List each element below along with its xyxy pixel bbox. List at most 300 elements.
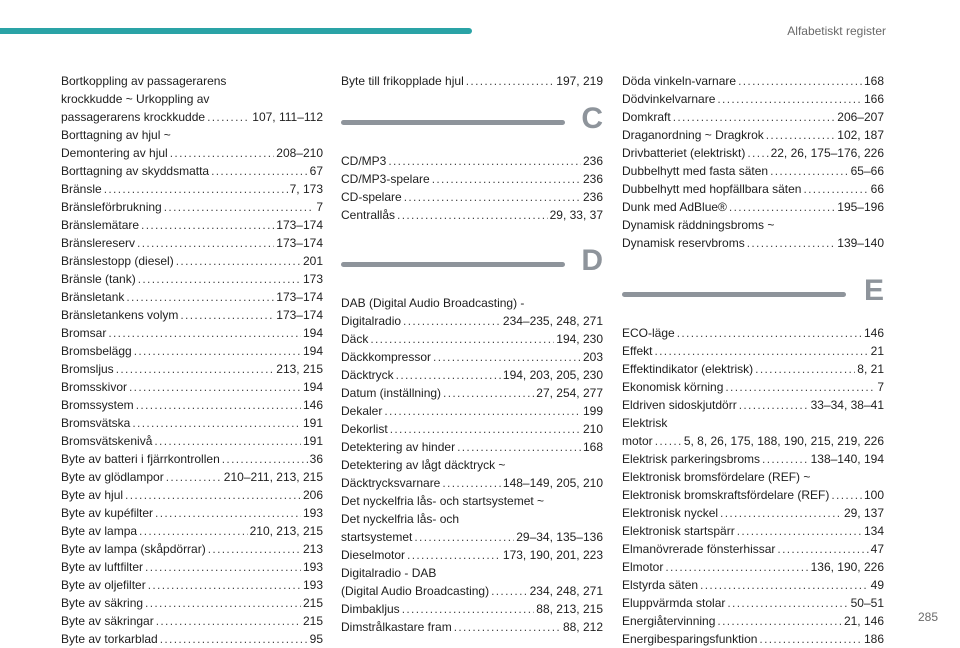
entry-pages: 146 — [302, 398, 323, 412]
index-entry — [341, 366, 603, 384]
index-entry — [61, 252, 323, 270]
index-entry — [622, 126, 884, 144]
entry-term-line: Digitalradio - DAB — [341, 566, 437, 580]
entry-list — [622, 72, 884, 252]
index-entry — [61, 360, 323, 378]
entry-term: Bränslereserv — [61, 236, 136, 250]
entry-line — [341, 420, 603, 438]
entry-term: passagerarens krockkudde — [61, 110, 206, 124]
index-entry — [622, 630, 884, 648]
index-entry — [61, 522, 323, 540]
entry-line — [341, 170, 603, 188]
dot-leader — [145, 558, 301, 576]
entry-line — [341, 330, 603, 348]
entry-pages: 210, 213, 215 — [249, 524, 323, 538]
entry-term: Bränsleförbrukning — [61, 200, 162, 214]
entry-pages: 7, 173 — [289, 182, 323, 196]
entry-line — [622, 540, 884, 558]
dot-leader — [402, 600, 535, 618]
entry-term: Energiåtervinning — [622, 614, 716, 628]
entry-list — [341, 294, 603, 636]
index-entry — [622, 198, 884, 216]
entry-pages: 213, 215 — [276, 362, 323, 376]
index-entry — [61, 594, 323, 612]
dot-leader — [384, 402, 581, 420]
entry-pages: 191 — [302, 416, 323, 430]
dot-leader — [831, 486, 862, 504]
index-entry — [341, 564, 603, 600]
entry-line — [622, 324, 884, 342]
index-entry — [61, 450, 323, 468]
index-entry — [622, 162, 884, 180]
index-entry — [341, 618, 603, 636]
index-entry — [61, 414, 323, 432]
dot-leader — [729, 198, 835, 216]
entry-line — [61, 342, 323, 360]
entry-term: CD/MP3-spelare — [341, 172, 430, 186]
index-entry — [622, 396, 884, 414]
entry-term: Effekt — [622, 344, 653, 358]
entry-pages: 166 — [863, 92, 884, 106]
entry-pages: 29, 33, 37 — [549, 208, 603, 222]
entry-line — [61, 558, 323, 576]
entry-term: Byte av hjul — [61, 488, 124, 502]
entry-term: Ekonomisk körning — [622, 380, 724, 394]
dot-leader — [454, 618, 561, 636]
entry-line — [341, 600, 603, 618]
dot-leader — [148, 576, 301, 594]
entry-pages: 206 — [302, 488, 323, 502]
index-entry — [61, 342, 323, 360]
entry-term: Bromsar — [61, 326, 107, 340]
entry-pages: 7 — [316, 200, 323, 214]
entry-line — [341, 206, 603, 224]
entry-term: Elmotor — [622, 560, 664, 574]
index-entry — [61, 630, 323, 648]
entry-pages: 146 — [863, 326, 884, 340]
entry-pages: 210 — [582, 422, 603, 436]
index-entry — [622, 504, 884, 522]
entry-pages: 65–66 — [850, 164, 884, 178]
entry-pages: 95 — [309, 632, 323, 646]
entry-pages: 191 — [302, 434, 323, 448]
index-entry — [341, 384, 603, 402]
entry-term: Bromsbelägg — [61, 344, 132, 358]
entry-line — [622, 162, 884, 180]
entry-term: Byte av oljefilter — [61, 578, 146, 592]
entry-term: Bromsljus — [61, 362, 114, 376]
entry-line — [341, 438, 603, 456]
dot-leader — [126, 288, 274, 306]
entry-list — [61, 72, 323, 648]
index-entry — [622, 180, 884, 198]
dot-leader — [717, 612, 842, 630]
entry-pages: 5, 8, 26, 175, 188, 190, 215, 219, 226 — [683, 434, 884, 448]
entry-line — [61, 432, 323, 450]
index-entry — [341, 420, 603, 438]
dot-leader — [777, 540, 868, 558]
entry-line — [61, 234, 323, 252]
index-entry — [341, 330, 603, 348]
dot-leader — [654, 342, 868, 360]
index-column-1 — [61, 72, 323, 648]
dot-leader — [134, 342, 301, 360]
entry-pages: 173 — [302, 272, 323, 286]
index-entry — [61, 234, 323, 252]
entry-line — [622, 522, 884, 540]
index-entry — [61, 126, 323, 162]
dot-leader — [700, 576, 869, 594]
dot-leader — [154, 432, 301, 450]
entry-term: startsystemet — [341, 530, 413, 544]
entry-pages: 215 — [302, 614, 323, 628]
entry-term-line: Borttagning av hjul ~ — [61, 128, 171, 142]
entry-line — [61, 612, 323, 630]
entry-pages: 193 — [302, 506, 323, 520]
section-rule — [622, 292, 846, 297]
entry-term: Draganordning ~ Dragkrok — [622, 128, 764, 142]
entry-pages: 236 — [582, 190, 603, 204]
dot-leader — [136, 396, 301, 414]
entry-pages: 194 — [302, 380, 323, 394]
entry-term: Byte till frikopplade hjul — [341, 74, 464, 88]
dot-leader — [739, 396, 809, 414]
dot-leader — [665, 558, 808, 576]
entry-line — [622, 450, 884, 468]
entry-pages: 7 — [877, 380, 884, 394]
dot-leader — [129, 378, 301, 396]
dot-leader — [211, 162, 308, 180]
entry-pages: 194, 230 — [556, 332, 603, 346]
index-entry — [622, 144, 884, 162]
entry-pages: 203 — [582, 350, 603, 364]
entry-term: Elmanövrerade fönsterhissar — [622, 542, 776, 556]
index-entry — [341, 188, 603, 206]
entry-line — [622, 90, 884, 108]
entry-term: Bränsletank — [61, 290, 125, 304]
entry-pages: 234, 248, 271 — [529, 584, 603, 598]
entry-pages: 67 — [309, 164, 323, 178]
dot-leader — [803, 180, 868, 198]
dot-leader — [370, 330, 554, 348]
dot-leader — [720, 504, 842, 522]
entry-term: Borttagning av skyddsmatta — [61, 164, 210, 178]
dot-leader — [737, 522, 862, 540]
entry-pages: 194, 203, 205, 230 — [502, 368, 603, 382]
index-entry — [61, 270, 323, 288]
index-column-2 — [341, 72, 603, 636]
dot-leader — [725, 378, 875, 396]
entry-line — [622, 486, 884, 504]
entry-line — [622, 234, 884, 252]
entry-term: CD/MP3 — [341, 154, 387, 168]
entry-line — [622, 594, 884, 612]
entry-term: Byte av batteri i fjärrkontrollen — [61, 452, 220, 466]
dot-leader — [208, 540, 301, 558]
section-letter: D — [581, 244, 603, 277]
dot-leader — [443, 384, 534, 402]
entry-term: Bromssystem — [61, 398, 134, 412]
entry-line — [622, 396, 884, 414]
index-entry — [622, 72, 884, 90]
entry-term: Detektering av hinder — [341, 440, 456, 454]
entry-term: Elektronisk bromskraftsfördelare (REF) — [622, 488, 830, 502]
entry-term-line: Bortkoppling av passagerarens — [61, 74, 227, 88]
entry-term: Byte av säkring — [61, 596, 144, 610]
entry-pages: 194 — [302, 344, 323, 358]
entry-pages: 173, 190, 201, 223 — [502, 548, 603, 562]
entry-term-line: Elektrisk — [622, 416, 668, 430]
entry-pages: 173–174 — [276, 308, 323, 322]
entry-term: (Digital Audio Broadcasting) — [341, 584, 490, 598]
index-entry — [622, 216, 884, 252]
entry-term: Bromsvätska — [61, 416, 131, 430]
entry-pages: 88, 213, 215 — [536, 602, 603, 616]
dot-leader — [717, 90, 862, 108]
entry-term: Bromsskivor — [61, 380, 128, 394]
index-entry — [622, 468, 884, 504]
entry-term: Bränslestopp (diesel) — [61, 254, 174, 268]
page-header-title: Alfabetiskt register — [787, 24, 886, 38]
entry-pages: 49 — [870, 578, 884, 592]
entry-pages: 213 — [302, 542, 323, 556]
dot-leader — [727, 594, 848, 612]
entry-pages: 206–207 — [837, 110, 884, 124]
index-entry — [622, 612, 884, 630]
entry-term: Dimstrålkastare fram — [341, 620, 452, 634]
entry-line — [622, 576, 884, 594]
entry-term: Dekorlist — [341, 422, 388, 436]
index-entry — [61, 486, 323, 504]
entry-term-line: Detektering av lågt däcktryck ~ — [341, 458, 506, 472]
entry-line — [341, 384, 603, 402]
dot-leader — [762, 450, 809, 468]
entry-pages: 33–34, 38–41 — [810, 398, 884, 412]
dot-leader — [770, 162, 849, 180]
dot-leader — [397, 206, 548, 224]
entry-line — [341, 72, 603, 90]
index-entry — [61, 216, 323, 234]
entry-term: ECO-läge — [622, 326, 675, 340]
entry-term: Döda vinkeln-varnare — [622, 74, 737, 88]
index-entry — [61, 306, 323, 324]
entry-line — [341, 348, 603, 366]
section-rule — [341, 262, 565, 267]
entry-term-line: Det nyckelfria lås- och startsystemet ~ — [341, 494, 545, 508]
entry-pages: 22, 26, 175–176, 226 — [770, 146, 884, 160]
index-entry — [61, 540, 323, 558]
entry-line — [622, 558, 884, 576]
entry-line — [61, 162, 323, 180]
entry-pages: 194 — [302, 326, 323, 340]
entry-line — [61, 324, 323, 342]
entry-term: Eldriven sidoskjutdörr — [622, 398, 737, 412]
entry-pages: 47 — [870, 542, 884, 556]
index-entry — [61, 324, 323, 342]
entry-line — [622, 144, 884, 162]
entry-term: Dimbakljus — [341, 602, 400, 616]
entry-line — [341, 528, 603, 546]
dot-leader — [747, 144, 768, 162]
entry-term: Däckkompressor — [341, 350, 432, 364]
entry-term: Drivbatteriet (elektriskt) — [622, 146, 746, 160]
dot-leader — [747, 234, 836, 252]
entry-term: Bränslemätare — [61, 218, 140, 232]
entry-pages: 236 — [582, 172, 603, 186]
dot-leader — [180, 306, 274, 324]
dot-leader — [160, 630, 308, 648]
entry-term: Elektronisk startspärr — [622, 524, 735, 538]
entry-term: Elektronisk nyckel — [622, 506, 719, 520]
entry-term: Dubbelhytt med fasta säten — [622, 164, 769, 178]
entry-line — [341, 582, 603, 600]
dot-leader — [766, 126, 836, 144]
entry-pages: 186 — [863, 632, 884, 646]
index-entry — [341, 402, 603, 420]
dot-leader — [390, 420, 581, 438]
entry-line — [341, 618, 603, 636]
entry-line — [341, 546, 603, 564]
entry-pages: 21 — [870, 344, 884, 358]
index-entry — [341, 72, 603, 90]
dot-leader — [156, 612, 301, 630]
dot-leader — [466, 72, 555, 90]
dot-leader — [404, 188, 581, 206]
dot-leader — [170, 144, 275, 162]
index-entry — [341, 456, 603, 492]
entry-line — [61, 396, 323, 414]
dot-leader — [759, 630, 862, 648]
entry-term: motor — [622, 434, 653, 448]
entry-line — [622, 432, 884, 450]
entry-line — [61, 216, 323, 234]
dot-leader — [755, 360, 855, 378]
section-rule — [341, 120, 565, 125]
entry-line — [622, 108, 884, 126]
dot-leader — [738, 72, 862, 90]
entry-line — [622, 180, 884, 198]
index-entry — [61, 378, 323, 396]
dot-leader — [432, 170, 581, 188]
entry-pages: 8, 21 — [857, 362, 884, 376]
entry-term: Datum (inställning) — [341, 386, 442, 400]
index-entry — [622, 522, 884, 540]
entry-pages: 234–235, 248, 271 — [502, 314, 603, 328]
entry-pages: 168 — [863, 74, 884, 88]
dot-leader — [164, 198, 315, 216]
index-entry — [341, 294, 603, 330]
entry-pages: 173–174 — [276, 218, 323, 232]
dot-leader — [414, 528, 514, 546]
index-entry — [341, 438, 603, 456]
entry-pages: 173–174 — [276, 290, 323, 304]
index-entry — [622, 108, 884, 126]
dot-leader — [176, 252, 301, 270]
entry-term: Elektrisk parkeringsbroms — [622, 452, 761, 466]
index-entry — [622, 342, 884, 360]
index-entry — [622, 558, 884, 576]
entry-pages: 29–34, 135–136 — [516, 530, 603, 544]
entry-line — [61, 198, 323, 216]
entry-term: Däcktrycksvarnare — [341, 476, 441, 490]
entry-term: Dynamisk reservbroms — [622, 236, 745, 250]
entry-line — [61, 468, 323, 486]
entry-pages: 201 — [302, 254, 323, 268]
entry-pages: 138–140, 194 — [810, 452, 884, 466]
index-entry — [61, 468, 323, 486]
index-entry — [61, 558, 323, 576]
entry-line — [622, 198, 884, 216]
index-entry — [61, 288, 323, 306]
entry-line — [622, 342, 884, 360]
index-column-3 — [622, 72, 884, 648]
dot-leader — [132, 414, 301, 432]
dot-leader — [673, 108, 836, 126]
entry-line — [622, 630, 884, 648]
entry-term-line: Elektronisk bromsfördelare (REF) ~ — [622, 470, 811, 484]
entry-term: Byte av lampa (skåpdörrar) — [61, 542, 206, 556]
entry-line — [341, 474, 603, 492]
index-entry — [61, 432, 323, 450]
dot-leader — [433, 348, 581, 366]
entry-line — [61, 306, 323, 324]
entry-pages: 199 — [582, 404, 603, 418]
entry-line — [61, 288, 323, 306]
entry-line — [61, 108, 323, 126]
entry-term: Elstyrda säten — [622, 578, 699, 592]
index-entry — [622, 414, 884, 450]
entry-term: Dödvinkelvarnare — [622, 92, 716, 106]
index-entry — [341, 152, 603, 170]
entry-pages: 136, 190, 226 — [810, 560, 884, 574]
index-entry — [341, 206, 603, 224]
index-entry — [61, 576, 323, 594]
index-entry — [341, 546, 603, 564]
entry-term: Byte av glödlampor — [61, 470, 164, 484]
index-entry — [61, 162, 323, 180]
dot-leader — [396, 366, 501, 384]
entry-pages: 215 — [302, 596, 323, 610]
index-entry — [61, 198, 323, 216]
dot-leader — [137, 234, 274, 252]
section-header-c — [341, 102, 603, 142]
entry-line — [622, 360, 884, 378]
index-entry — [622, 576, 884, 594]
entry-term-line: Dynamisk räddningsbroms ~ — [622, 218, 775, 232]
entry-pages: 210–211, 213, 215 — [223, 470, 323, 484]
entry-pages: 236 — [582, 154, 603, 168]
index-entry — [341, 600, 603, 618]
entry-pages: 134 — [863, 524, 884, 538]
entry-term: Byte av luftfilter — [61, 560, 144, 574]
index-entry — [622, 378, 884, 396]
index-entry — [61, 396, 323, 414]
entry-term: Centrallås — [341, 208, 396, 222]
entry-line — [61, 630, 323, 648]
entry-pages: 27, 254, 277 — [536, 386, 603, 400]
index-entry — [341, 170, 603, 188]
entry-line — [61, 522, 323, 540]
entry-pages: 193 — [302, 560, 323, 574]
entry-line — [61, 360, 323, 378]
dot-leader — [138, 270, 301, 288]
dot-leader — [403, 312, 501, 330]
index-entry — [622, 90, 884, 108]
entry-line — [622, 504, 884, 522]
entry-pages: 21, 146 — [843, 614, 884, 628]
index-entry — [341, 492, 603, 546]
entry-pages: 66 — [870, 182, 884, 196]
